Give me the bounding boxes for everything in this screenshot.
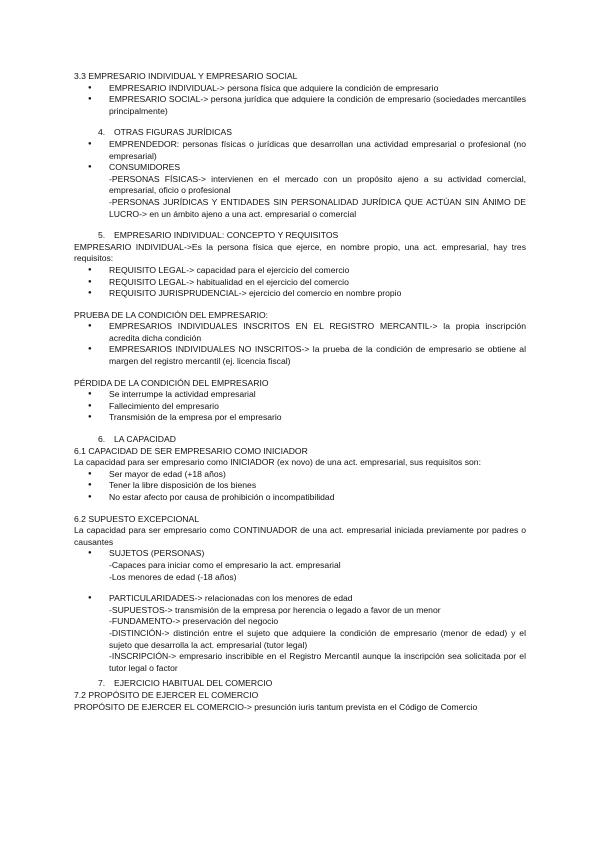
section-title: EMPRESARIO INDIVIDUAL: CONCEPTO Y REQUISITOS (114, 230, 339, 241)
list-item: ● EMPRESARIO INDIVIDUAL-> persona física que adquiere la condición de empresario (74, 83, 526, 95)
list-item: ● Se interrumpe la actividad empresarial (74, 389, 526, 401)
section-number: 5. (98, 230, 106, 241)
section-6-1-heading: 6.1 CAPACIDAD DE SER EMPRESARIO COMO INICIADOR (74, 445, 308, 456)
section-title: EJERCICIO HABITUAL DEL COMERCIO (114, 678, 273, 689)
section-5-heading (98, 230, 526, 242)
section-6-heading (98, 434, 526, 446)
sub-item: -DISTINCIÓN-> distinción entre el sujeto que adquiere la condición de empresario (menor de edad) y el sujeto que desarrolla la act. empresarial (tutor legal) (109, 627, 526, 650)
section-number: 7. (98, 678, 106, 689)
prueba-heading: PRUEBA DE LA CONDICIÓN DEL EMPRESARIO: (74, 309, 269, 320)
section-4-heading (98, 127, 526, 139)
list-item: ● Fallecimiento del empresario (74, 401, 526, 413)
list-item: ● EMPRESARIO SOCIAL-> persona jurídica que adquiere la condición de empresario (sociedades mercantiles principalmente) (74, 94, 526, 117)
section-title: LA CAPACIDAD (114, 434, 176, 445)
sub-item: -SUPUESTOS-> transmisión de la empresa por herencia o legado a favor de un menor (109, 604, 441, 615)
section-7-2-text: PROPÓSITO DE EJERCER EL COMERCIO-> presunción iuris tantum prevista en el Código de Comercio (74, 701, 478, 712)
sub-item: -FUNDAMENTO-> preservación del negocio (109, 616, 279, 627)
section-title: OTRAS FIGURAS JURÍDICAS (114, 127, 232, 138)
list-item: ● EMPRESARIOS INDIVIDUALES INSCRITOS EN EL REGISTRO MERCANTIL-> la propia inscripción acredita dicha condición (74, 321, 526, 344)
section-6-1-intro: La capacidad para ser empresario como INICIADOR (ex novo) de una act. empresarial, sus requisitos son: (74, 457, 481, 468)
section-5-intro: EMPRESARIO INDIVIDUAL->Es la persona física que ejerce, en nombre propio, una act. empresarial, hay tres requisitos: (74, 241, 526, 264)
section-number: 6. (98, 434, 106, 445)
perdida-heading: PÉRDIDA DE LA CONDICIÓN DEL EMPRESARIO (74, 377, 269, 388)
list-item: ● Ser mayor de edad (+18 años) (74, 469, 526, 481)
sub-item: -PERSONAS JURÍDICAS Y ENTIDADES SIN PERSONALIDAD JURÍDICA QUE ACTÚAN SIN ÁNIMO DE LUCRO-> en un ámbito ajeno a una act. empresarial o comercial (109, 196, 526, 219)
sub-item: -Capaces para iniciar como el empresario la act. empresarial (109, 559, 341, 570)
section-7-heading (98, 678, 526, 690)
list-item: ● SUJETOS (PERSONAS) (74, 548, 526, 560)
section-3-3-heading: 3.3 EMPRESARIO INDIVIDUAL Y EMPRESARIO SOCIAL (74, 71, 298, 81)
section-6-2-intro: La capacidad para ser empresario como CONTINUADOR de una act. empresarial iniciada previamente por padres o causantes (74, 525, 526, 547)
section-7-2-heading: 7.2 PROPÓSITO DE EJERCER EL COMERCIO (74, 689, 259, 700)
list-item: ● EMPRENDEDOR: personas físicas o jurídicas que desarrollan una actividad empresarial o profesional (no empresarial) (74, 139, 526, 162)
section-6-1-list (74, 469, 526, 504)
sub-item: -PERSONAS FÍSICAS-> intervienen en el mercado con un propósito ajeno a su actividad comercial, empresarial, oficio o profesional (109, 173, 526, 196)
section-4-list (74, 139, 526, 174)
prueba-list (74, 321, 526, 367)
list-item: ● REQUISITO JURISPRUDENCIAL-> ejercicio del comercio en nombre propio (74, 288, 526, 300)
section-6-2-heading: 6.2 SUPUESTO EXCEPCIONAL (74, 513, 199, 524)
section-3-3-list (74, 83, 526, 118)
list-item: ● No estar afecto por causa de prohibición o incompatibilidad (74, 492, 526, 504)
list-item: ● PARTICULARIDADES-> relacionadas con los menores de edad (74, 593, 526, 605)
sub-item: -INSCRIPCIÓN-> empresario inscribible en el Registro Mercantil aunque la inscripción sea solicitada por el tutor legal o factor (109, 651, 526, 673)
list-item: ● REQUISITO LEGAL-> capacidad para el ejercicio del comercio (74, 265, 526, 277)
list-item: ● Transmisión de la empresa por el empresario (74, 412, 526, 424)
list-item: ● REQUISITO LEGAL-> habitualidad en el ejercicio del comercio (74, 277, 526, 289)
list-item: ● CONSUMIDORES (74, 162, 526, 174)
list-item: ● Tener la libre disposición de los bienes (74, 480, 526, 492)
perdida-list (74, 389, 526, 424)
list-item: ● EMPRESARIOS INDIVIDUALES NO INSCRITOS-> la prueba de la condición de empresario se obtiene al margen del registro mercantil (ej. licencia fiscal) (74, 344, 526, 367)
document-page (74, 71, 526, 713)
section-5-list (74, 265, 526, 300)
section-6-2-list-a (74, 548, 526, 560)
section-number: 4. (98, 127, 106, 138)
section-6-2-list-b (74, 593, 526, 605)
sub-item: -Los menores de edad (-18 años) (109, 571, 237, 582)
